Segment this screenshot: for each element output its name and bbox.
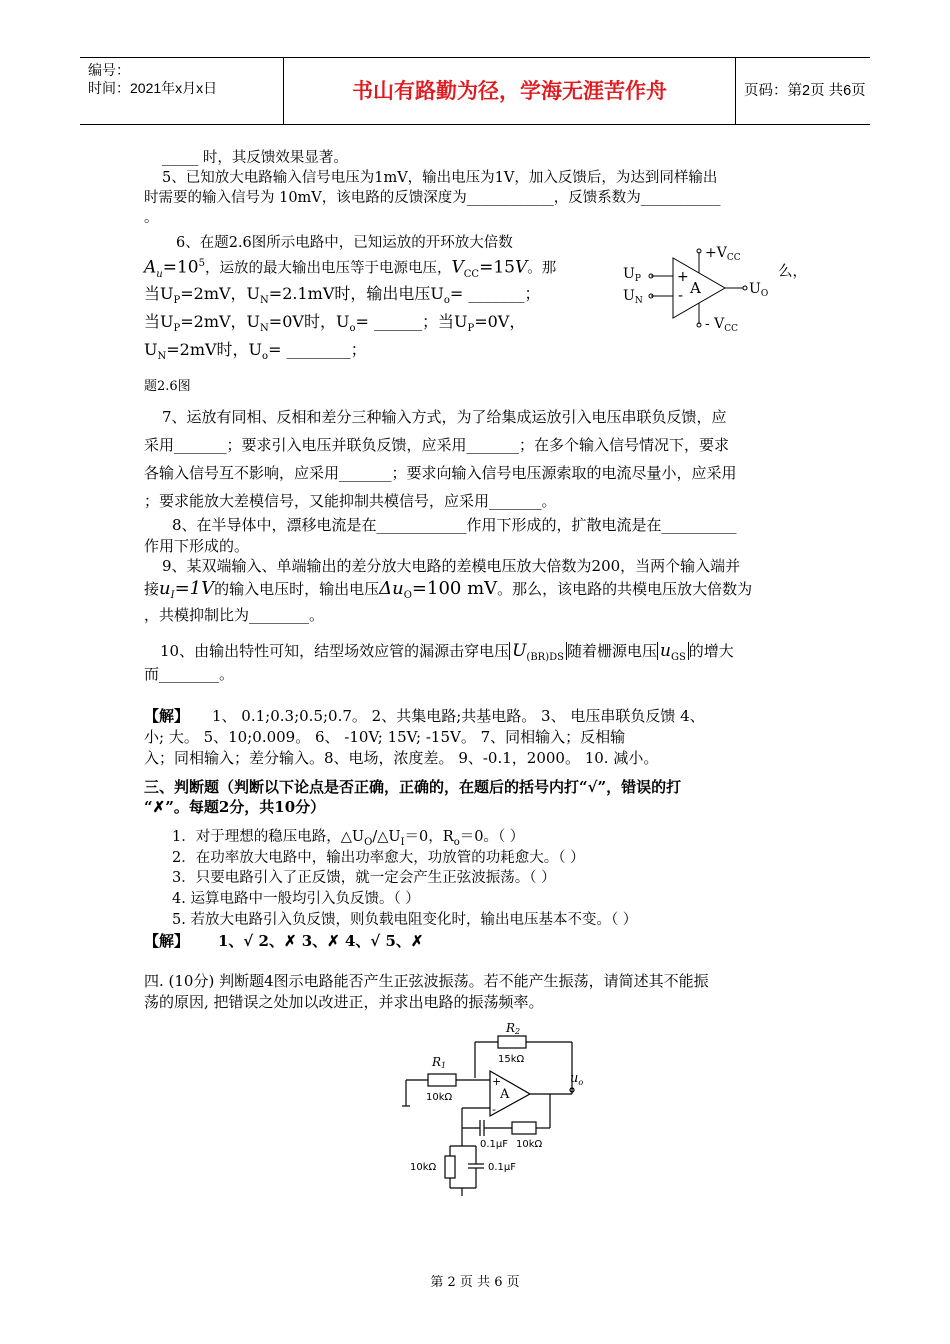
q6-line-4: 当$U_P=2mV$，$U_N=0V$时，$U_o=$ ______；当$U_P=0V$， bbox=[144, 312, 526, 335]
q10-line-1: 10、由输出特性可知，结型场效应管的漏源击穿电压 $U_{(BR)DS}$ 随着栅源电压 $u_{GS}$ 的增大 bbox=[160, 641, 734, 663]
answer-line-1: 1、 0.1;0.3;0.5;0.7。 2、共集电路;共基电路。 3、 电压串联负反馈 4、 bbox=[212, 707, 705, 725]
section-4-line-1: 四. (10分) 判断题4图示电路能否产生正弦波振荡。若不能产生振荡，请简述其不能振 bbox=[144, 972, 709, 990]
minus-sign: - bbox=[492, 1103, 496, 1116]
r-series-value: 10kΩ bbox=[516, 1139, 543, 1150]
r1-value: 10kΩ bbox=[426, 1092, 453, 1103]
r-series-resistor bbox=[512, 1122, 536, 1134]
section-3-heading-1: 三、判断题（判断以下论点是否正确，正确的，在题后的括号内打“√”，错误的打 bbox=[144, 778, 682, 796]
answer-label: 【解】 bbox=[144, 707, 190, 725]
q7-line-2: 采用_______；要求引入电压并联负反馈，应采用_______；在多个输入信号情况下，要求 bbox=[144, 436, 730, 454]
figure-2-6-circuit bbox=[615, 238, 775, 338]
q9-line-3: ，共模抑制比为________。 bbox=[144, 606, 325, 624]
q5-line-1: 5、已知放大电路输入信号电压为1mV，输出电压为1V，加入反馈后，为达到同样输出 bbox=[162, 170, 718, 186]
vcc-pos-label: $+V_{CC}$ bbox=[705, 245, 741, 263]
header-meta bbox=[80, 58, 284, 124]
judge-answers: 1、√ 2、✗ 3、✗ 4、√ 5、✗ bbox=[218, 932, 424, 950]
time-label: 时间：2021年x月x日 bbox=[88, 80, 218, 96]
q5-line-2: 时需要的输入信号为 10mV，该电路的反馈深度为____________，反馈系数为___________ bbox=[144, 190, 721, 206]
q6-line-2: $A_u=10^5$，运放的最大输出电压等于电源电压，$V_{CC}=15V$。那 bbox=[144, 257, 557, 281]
q7-line-1: 7、运放有同相、反相和差分三种输入方式，为了给集成运放引入电压串联负反馈，应 bbox=[162, 408, 727, 426]
q6-line-1: 6、在题2.6图所示电路中，已知运放的开环放大倍数 bbox=[176, 235, 513, 251]
r2-resistor bbox=[498, 1036, 526, 1048]
r-shunt-resistor bbox=[445, 1156, 455, 1178]
answer-line-3: 入；同相输入；差分输入。8、电场，浓度差。 9、-0.1，2000。 10. 减小。 bbox=[144, 749, 659, 767]
figure-2-6-caption: 题2.6图 bbox=[144, 379, 191, 394]
judge-item-1: 1．对于理想的稳压电路，$\triangle U_O/\triangle U_I=0$，$R_o=0$。（ ） bbox=[172, 829, 525, 848]
vcc-neg-label: - $V_{CC}$ bbox=[705, 316, 739, 334]
line-01: _____ 时，其反馈效果显著。 bbox=[162, 150, 348, 166]
c-shunt-value: 0.1μF bbox=[488, 1162, 517, 1173]
q6-line-2-tail: 么， bbox=[778, 264, 807, 280]
q7-line-4: ；要求能放大差模信号，又能抑制共模信号，应采用_______。 bbox=[144, 492, 557, 510]
q5-line-3: 。 bbox=[144, 210, 159, 226]
header-motto: 书山有路勤为径，学海无涯苦作舟 bbox=[284, 58, 736, 124]
q8-line-2: 作用下形成的。 bbox=[144, 537, 250, 555]
section-4-line-2: 荡的原因, 把错误之处加以改进正，并求出电路的振荡频率。 bbox=[144, 993, 544, 1011]
q9-line-2: 接$u_I=1V$的输入电压时，输出电压$\Delta u_O=100$ mV。那么，该电路的共模电压放大倍数为 bbox=[144, 578, 753, 601]
header-page-label: 页码：第2页 共6页 bbox=[744, 83, 866, 99]
r2-label: R2 bbox=[506, 1021, 521, 1036]
number-label: 编号： bbox=[88, 62, 130, 78]
plus-sign: + bbox=[677, 269, 689, 285]
q9-line-1: 9、某双端输入、单端输出的差分放大电路的差模电压放大倍数为200，当两个输入端并 bbox=[162, 557, 741, 575]
plus-sign: + bbox=[492, 1075, 502, 1088]
judge-item-3: 3．只要电路引入了正反馈，就一定会产生正弦波振荡。（ ） bbox=[172, 870, 556, 886]
judge-item-2: 2．在功率放大电路中，输出功率愈大，功放管的功耗愈大。（ ） bbox=[172, 850, 585, 866]
q6-line-5: $U_N=2mV$时，$U_o=$ ________； bbox=[144, 340, 367, 363]
page-header bbox=[80, 57, 870, 125]
minus-sign: - bbox=[678, 288, 684, 304]
judge-item-4: 4. 运算电路中一般均引入负反馈。（ ） bbox=[172, 891, 420, 907]
amp-label: A bbox=[690, 279, 701, 297]
un-label: $U_N$ bbox=[623, 288, 643, 306]
q8-line-1: 8、在半导体中，漂移电流是在____________作用下形成的，扩散电流是在__________ bbox=[172, 516, 737, 534]
r1-resistor bbox=[428, 1074, 456, 1086]
section-3-heading-2: “✗”。每题2分，共10分） bbox=[144, 798, 326, 816]
amp-label: A bbox=[500, 1087, 510, 1102]
judge-item-5: 5. 若放大电路引入负反馈，则负载电阻变化时，输出电压基本不变。（ ） bbox=[172, 912, 638, 928]
q7-line-3: 各输入信号互不影响，应采用_______；要求向输入信号电压源索取的电流尽量小，应采用 bbox=[144, 464, 737, 482]
up-label: $U_P$ bbox=[623, 266, 641, 284]
page-footer: 第 2 页 共 6 页 bbox=[430, 1275, 520, 1290]
q6-line-3: 当$U_P=2mV$，$U_N=2.1mV$时，输出电压$U_o=$ _______； bbox=[144, 284, 541, 307]
r1-label: R1 bbox=[432, 1055, 447, 1070]
r-shunt-value: 10kΩ bbox=[410, 1162, 437, 1173]
answer-line-2: 小; 大。 5、10;0.009。 6、 -10V; 15V; -15V。 7、同相输入；反相输 bbox=[144, 728, 626, 746]
q10-line-2: 而________。 bbox=[144, 665, 235, 683]
uo-label: $U_O$ bbox=[749, 281, 769, 299]
figure-4-circuit bbox=[400, 1016, 600, 1200]
r2-value: 15kΩ bbox=[498, 1054, 525, 1065]
uo-label: $u_o$ bbox=[570, 1071, 584, 1087]
c-series-value: 0.1μF bbox=[480, 1139, 509, 1150]
judge-answer-label: 【解】 bbox=[144, 932, 190, 950]
